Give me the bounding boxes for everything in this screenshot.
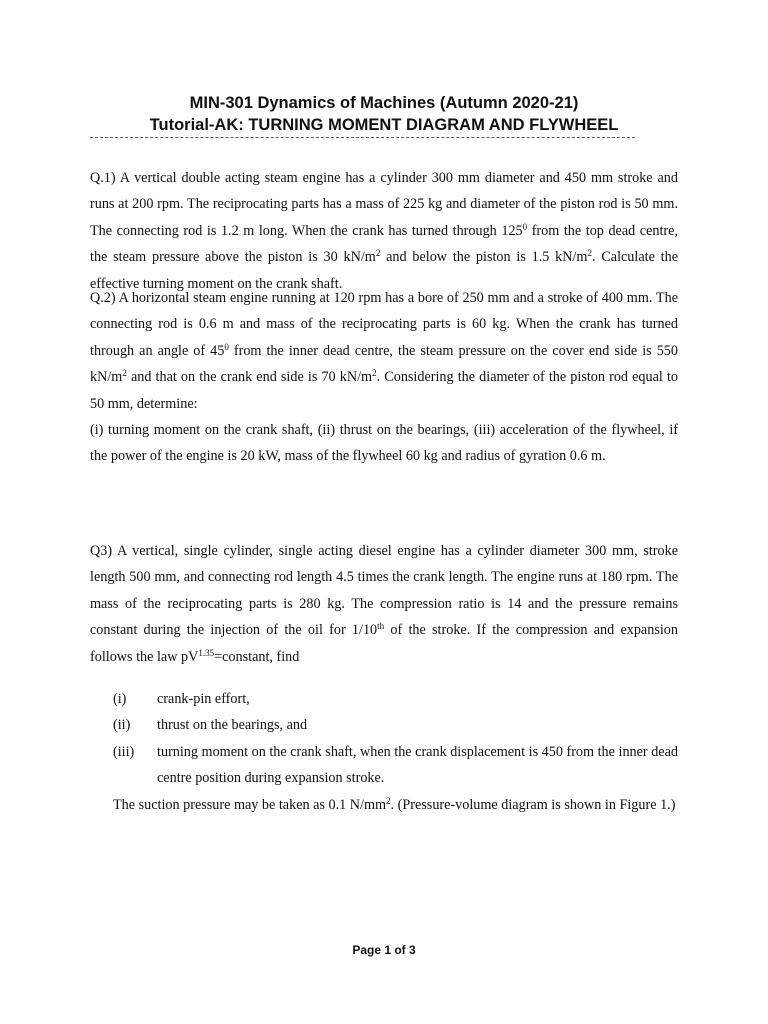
question-2-parts: (i) turning moment on the crank shaft, (ii) thrust on the bearings, (iii) acceleration of the flywheel, if the power of the engine is 20 kW, mass of the flywheel 60 kg and radius of gyration 0.6 m. bbox=[90, 422, 678, 465]
list-item: (iii) turning moment on the crank shaft, when the crank displacement is 450 from the inner dead centre position during expansion stroke. bbox=[113, 743, 678, 787]
question-1-text: Q.1) A vertical double acting steam engine has a cylinder 300 mm diameter and 450 mm stroke and runs at 200 rpm. The reciprocating parts has a mass of 225 kg and diameter of the piston rod is 50 mm. The connecting rod is 1.2 m long. When the crank has turned through $125^0$ from the top dead centre, the steam pressure above the piston is 30 $kN/m^2$ and below the piston is 1.5 $kN/m^2$. Calculate the effective turning moment on the crank shaft. bbox=[90, 170, 678, 292]
question-3-list bbox=[90, 686, 678, 792]
list-item: (i) crank-pin effort, bbox=[113, 691, 250, 707]
course-title: MIN-301 Dynamics of Machines (Autumn 2020-21) bbox=[189, 94, 579, 112]
question-2 bbox=[90, 285, 678, 470]
page-number: Page 1 of 3 bbox=[352, 943, 416, 957]
list-item: (ii) thrust on the bearings, and bbox=[113, 717, 308, 734]
tutorial-title: Tutorial-AK: TURNING MOMENT DIAGRAM AND FLYWHEEL bbox=[149, 116, 619, 134]
dashed-divider bbox=[90, 137, 635, 138]
suction-note: The suction pressure may be taken as 0.1 $N/mm^2$. (Pressure-volume diagram is shown in Figure 1.) bbox=[113, 796, 676, 813]
question-1 bbox=[90, 165, 678, 297]
question-3 bbox=[90, 538, 678, 670]
question-3-text: Q3) A vertical, single cylinder, single acting diesel engine has a cylinder diameter 300 mm, stroke length 500 mm, and connecting rod length 4.5 times the crank length. The engine runs at 180 rpm. The mass of the reciprocating parts is 280 kg. The compression ratio is 14 and the pressure remains constant during the injection of the oil for 1/10th of the stroke. If the compression and expansion follows the law $pV^{1.35}=constant$, find bbox=[90, 543, 678, 665]
question-2-text: Q.2) A horizontal steam engine running at 120 rpm has a bore of 250 mm and a stroke of 400 mm. The connecting rod is 0.6 m and mass of the reciprocating parts is 60 kg. When the crank has turned through an angle of $45^0$ from the inner dead centre, the steam pressure on the cover end side is 550 $kN/m^2$ and that on the crank end side is 70 $kN/m^2$. Considering the diameter of the piston rod equal to 50 mm, determine: bbox=[90, 290, 679, 412]
